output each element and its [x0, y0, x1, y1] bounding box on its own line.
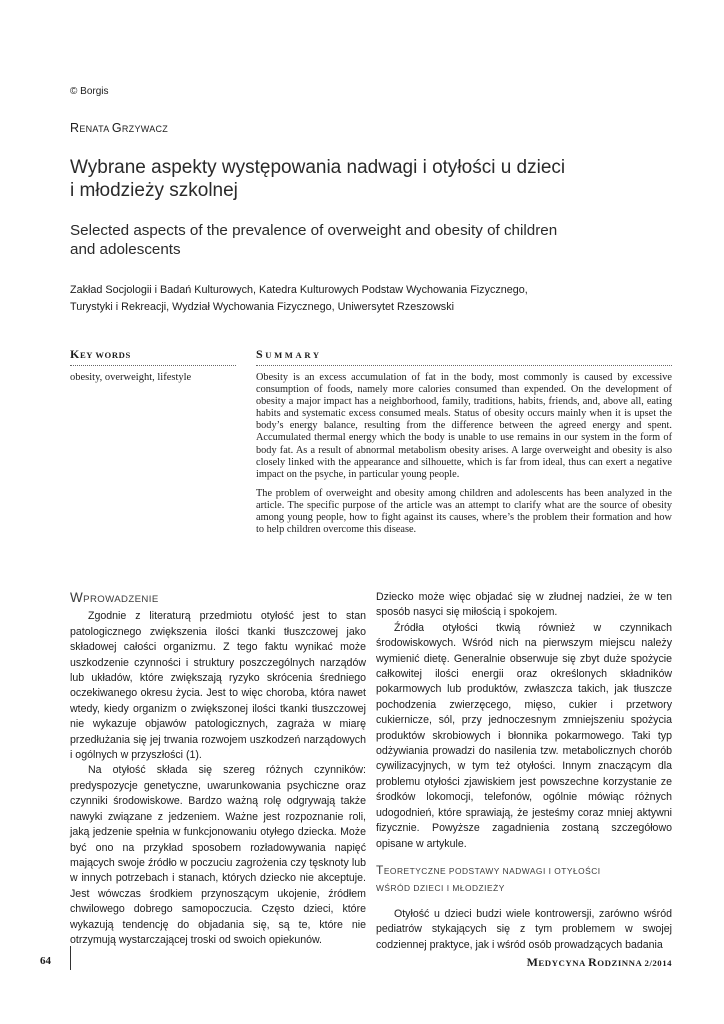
journal-rest-2	[597, 958, 672, 968]
author-rest-1: ENATA	[79, 124, 112, 134]
page-number: 64	[40, 955, 51, 967]
article-title-polish	[70, 156, 670, 202]
title-en-line-1: Selected aspects of the prevalence of overweight and obesity of children	[70, 222, 558, 239]
affiliation-line-1: Zakład Socjologii i Badań Kulturowych, Katedra Kulturowych Podstaw Wychowania Fizycznego,	[70, 284, 528, 296]
author-initial-2: G	[111, 121, 122, 135]
col2-paragraph-3: Otyłość u dzieci budzi wiele kontrowersji, zarówno wśród pediatrów stykających się z tym problemem w swojej codziennej praktyce, jak i wśród osób prowadzących badania	[376, 907, 672, 951]
summary-body	[256, 372, 672, 543]
intro-paragraph-1: Zgodnie z literaturą przedmiotu otyłość jest to stan patologicznego zwiększenia ilości tkanki tłuszczowej jako składowej całości organizmu. Z tego faktu wynikać może uszkodzenie czynności i struktury poszczególnych narządów lub układów, które zwiększają ryzyko skrócenia średniego oczekiwanego okresu życia. Jest to więc choroba, która nawet wtedy, kiedy organizm o zwiększonej ilości tkanki tłuszczowej nie wykazuje objawów patologicznych, zagraża w miarę przedłużania się jej trwania rozwojem uszkodzeń narządowych i ogólnych w przyszłości (1).	[70, 610, 366, 762]
keywords-divider	[70, 365, 236, 366]
author-initial-1: R	[70, 121, 80, 135]
summary-heading-rest: UMMARY	[265, 350, 322, 360]
keywords-heading-initial: K	[70, 347, 80, 361]
body-column-right	[376, 590, 672, 953]
theory-heading-line-2: WŚRÓD DZIECI I MŁODZIEŻY	[376, 883, 505, 894]
body-column-left	[70, 590, 366, 948]
theory-heading-line-1	[376, 862, 672, 881]
theory-heading-initial: T	[376, 862, 384, 877]
intro-heading-initial: W	[70, 590, 84, 605]
summary-paragraph-2: The problem of overweight and obesity among children and adolescents has been analyzed in the article. The specific purpose of the article was an attempt to clarify what are the source of obesity among young people, how to fight against its causes, where’s the problem their formation and how to help children overcome this disease.	[256, 487, 672, 536]
affiliation	[70, 282, 630, 315]
title-pl-line-2: i młodzieży szkolnej	[70, 180, 238, 201]
journal-initial-2: R	[588, 955, 598, 969]
col2-paragraph-2: Źródła otyłości tkwią również w czynnikach środowiskowych. Wśród nich na pierwszym miejscu należy wymienić dietę. Generalnie obserwuje się zbyt duże spożycie całkowitej ilości energii oraz określonych składników pokarmowych lub produktów, zwłaszcza takich, jak tłuszcze pochodzenia zwierzęcego, mięso, cukier i przetwory cukiernicze, sól, przy jednoczesnym zmniejszeniu spożycia produktów skrobiowych i błonnika pokarmowego. Taki typ odżywiania prowadzi do nasilenia tzw. metabolicznych chorób cywilizacyjnych, w tym też otyłości. Innym znaczącym dla problemu otyłości zjawiskiem jest powszechne korzystanie ze środków lokomocji, telefonów, ogólnie mówiąc różnych udogodnień, które sprawiają, że jesteśmy coraz mniej aktywni fizycznie. Powyższe zagadnienia zostaną szczegółowo opisane w artykule.	[376, 621, 672, 850]
journal-initial-1: M	[526, 955, 539, 969]
journal-rest-1: EDYCYNA	[538, 958, 589, 968]
article-title-english	[70, 221, 630, 259]
col2-paragraph-1: Dziecko może więc objadać się w złudnej nadziei, że w ten sposób nasyci się miłością i spokojem.	[376, 591, 672, 619]
journal-name	[527, 955, 672, 970]
title-en-line-2: and adolescents	[70, 241, 181, 258]
summary-divider	[256, 365, 672, 366]
keywords-heading	[70, 347, 131, 362]
keywords-heading-rest: EY WORDS	[79, 350, 131, 360]
section-heading-introduction	[70, 590, 366, 607]
author-rest-2: RZYWACZ	[121, 124, 169, 134]
intro-paragraph-2: Na otyłość składa się szereg różnych czynników: predyspozycje genetyczne, uwarunkowania psychiczne oraz czynniki środowiskowe. Bardzo ważną rolę odgrywają także nawyki związane z jedzeniem. Ważne jest rozpoznanie roli, jaką jedzenie spełnia w funkcjonowaniu otyłego dziecka. Może być ono na przykład sposobem rozładowywania napięć mających swoje źródło w poczuciu zagrożenia czy tęsknoty lub w innych potrzebach i stanach, których dziecko nie akceptuje. Jest wówczas środkiem przynoszącym ukojenie, źródłem chwilowego dobrego samopoczucia. Często dzieci, które wykazują tendencję do objadania się, są te, które nie otrzymują wystarczającej troski od swoich opiekunów.	[70, 764, 366, 946]
summary-heading-initial: S	[256, 347, 266, 361]
title-pl-line-1: Wybrane aspekty występowania nadwagi i otyłości u dzieci	[70, 157, 566, 178]
footer-divider	[70, 946, 71, 970]
summary-heading	[256, 347, 322, 362]
keywords-text: obesity, overweight, lifestyle	[70, 372, 192, 383]
author-name	[70, 121, 168, 135]
journal-rest-2-text: ODZINNA 2/2014	[597, 958, 672, 968]
affiliation-line-2: Turystyki i Rekreacji, Wydział Wychowania Fizycznego, Uniwersytet Rzeszowski	[70, 300, 454, 313]
section-heading-theory	[376, 862, 672, 897]
theory-heading-rest: EORETYCZNE PODSTAWY NADWAGI I OTYŁOŚCI	[383, 865, 601, 876]
copyright-notice: © Borgis	[70, 86, 109, 97]
intro-heading-rest: PROWADZENIE	[83, 594, 159, 605]
summary-paragraph-1: Obesity is an excess accumulation of fat in the body, most commonly is caused by excessive consumption of foods, namely more calories consumed than expended. On the development of obesity a major impact has a neighborhood, family, traditions, habits, friends, and, above all, eating habits and systematic excess consumed meals. Status of obesity occurs mainly when it is upset the body’s energy balance, resulting from the difference between the agreed energy and spent. Accumulated thermal energy which the body is unable to use remains in our system in the form of body fat. As a result of abnormal metabolism obesity arises. A large overweight and obesity is also closely linked with the appearance and silhouette, which is far from ideal, thus can exert a negative impact on the psyche, in particular young people.	[256, 372, 672, 480]
